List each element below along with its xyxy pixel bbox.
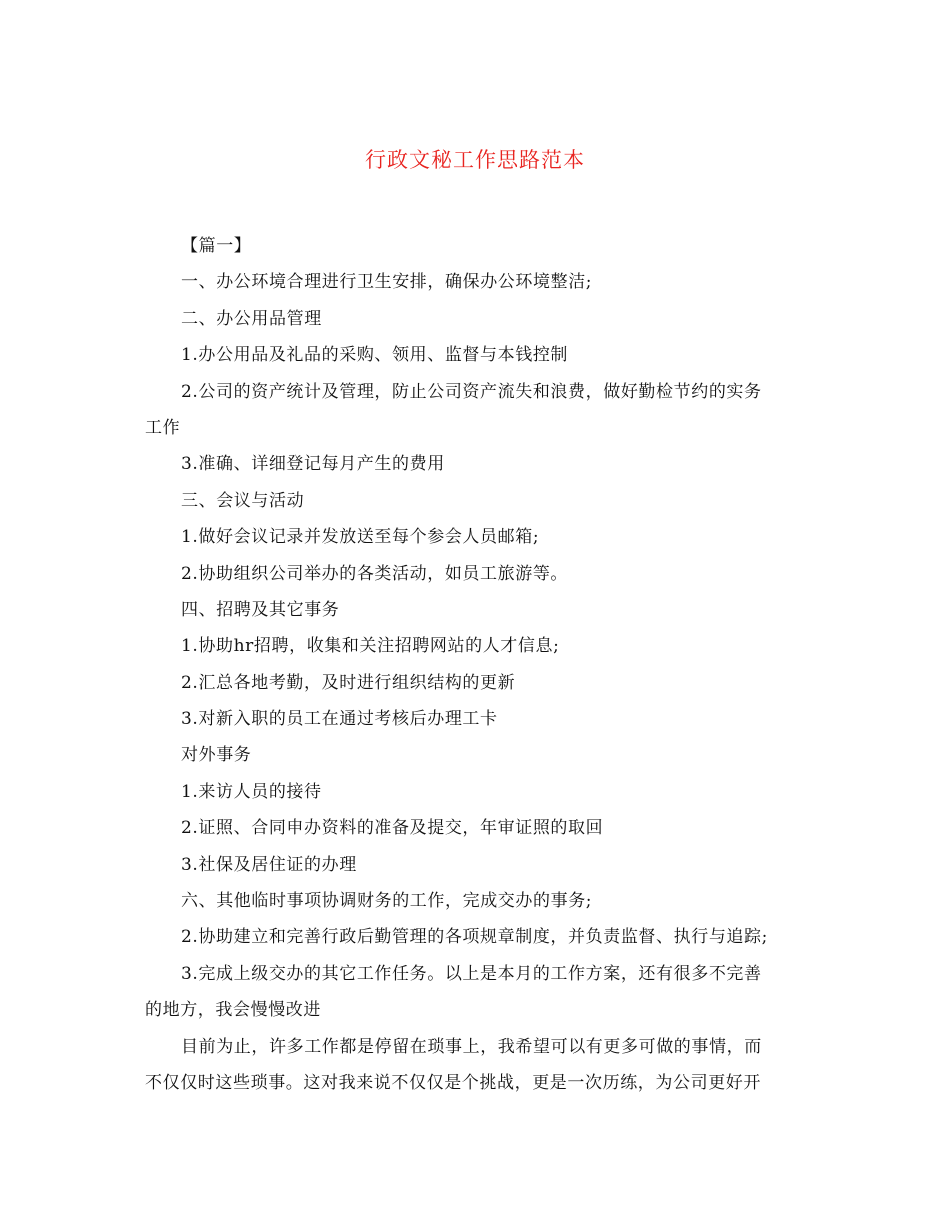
paragraph-line: 1.协助hr招聘，收集和关注招聘网站的人才信息; <box>181 636 560 657</box>
paragraph-line: 3.社保及居住证的办理 <box>181 854 357 875</box>
section-heading: 对外事务 <box>181 745 252 766</box>
section-heading: 四、招聘及其它事务 <box>181 599 340 620</box>
paragraph-line: 1.办公用品及礼品的采购、领用、监督与本钱控制 <box>181 345 569 366</box>
paragraph-line: 1.做好会议记录并发放送至每个参会人员邮箱; <box>181 527 540 548</box>
section-heading: 二、办公用品管理 <box>181 308 322 329</box>
paragraph-line: 3.对新入职的员工在通过考核后办理工卡 <box>181 709 498 730</box>
paragraph-line: 一、办公环境合理进行卫生安排，确保办公环境整洁; <box>181 272 593 293</box>
document-body <box>145 228 810 1101</box>
paragraph-line: 3.完成上级交办的其它工作任务。以上是本月的工作方案，还有很多不完善 <box>181 963 762 984</box>
paragraph-line: 2.公司的资产统计及管理，防止公司资产流失和浪费，做好勤检节约的实务 <box>181 381 762 402</box>
paragraph-line: 2.证照、合同申办资料的准备及提交，年审证照的取回 <box>181 818 604 839</box>
paragraph-line: 3.准确、详细登记每月产生的费用 <box>181 454 445 475</box>
paragraph-line: 2.汇总各地考勤，及时进行组织结构的更新 <box>181 672 516 693</box>
section-heading: 三、会议与活动 <box>181 490 305 511</box>
document-title: 行政文秘工作思路范本 <box>365 148 585 172</box>
paragraph-line-continuation: 工作 <box>145 417 181 438</box>
paragraph-line: 目前为止，许多工作都是停留在琐事上，我希望可以有更多可做的事情，而 <box>181 1036 762 1057</box>
paragraph-line: 2.协助建立和完善行政后勤管理的各项规章制度，并负责监督、执行与追踪; <box>181 927 768 948</box>
section-heading: 六、其他临时事项协调财务的工作，完成交办的事务; <box>181 891 593 912</box>
paragraph-line: 1.来访人员的接待 <box>181 781 322 802</box>
paragraph-line-continuation: 的地方，我会慢慢改进 <box>145 1000 321 1021</box>
paragraph-line: 2.协助组织公司举办的各类活动，如员工旅游等。 <box>181 563 569 584</box>
section-heading: 【篇一】 <box>181 236 252 256</box>
paragraph-line-continuation: 不仅仅时这些琐事。这对我来说不仅仅是个挑战，更是一次历练，为公司更好开 <box>145 1072 761 1093</box>
